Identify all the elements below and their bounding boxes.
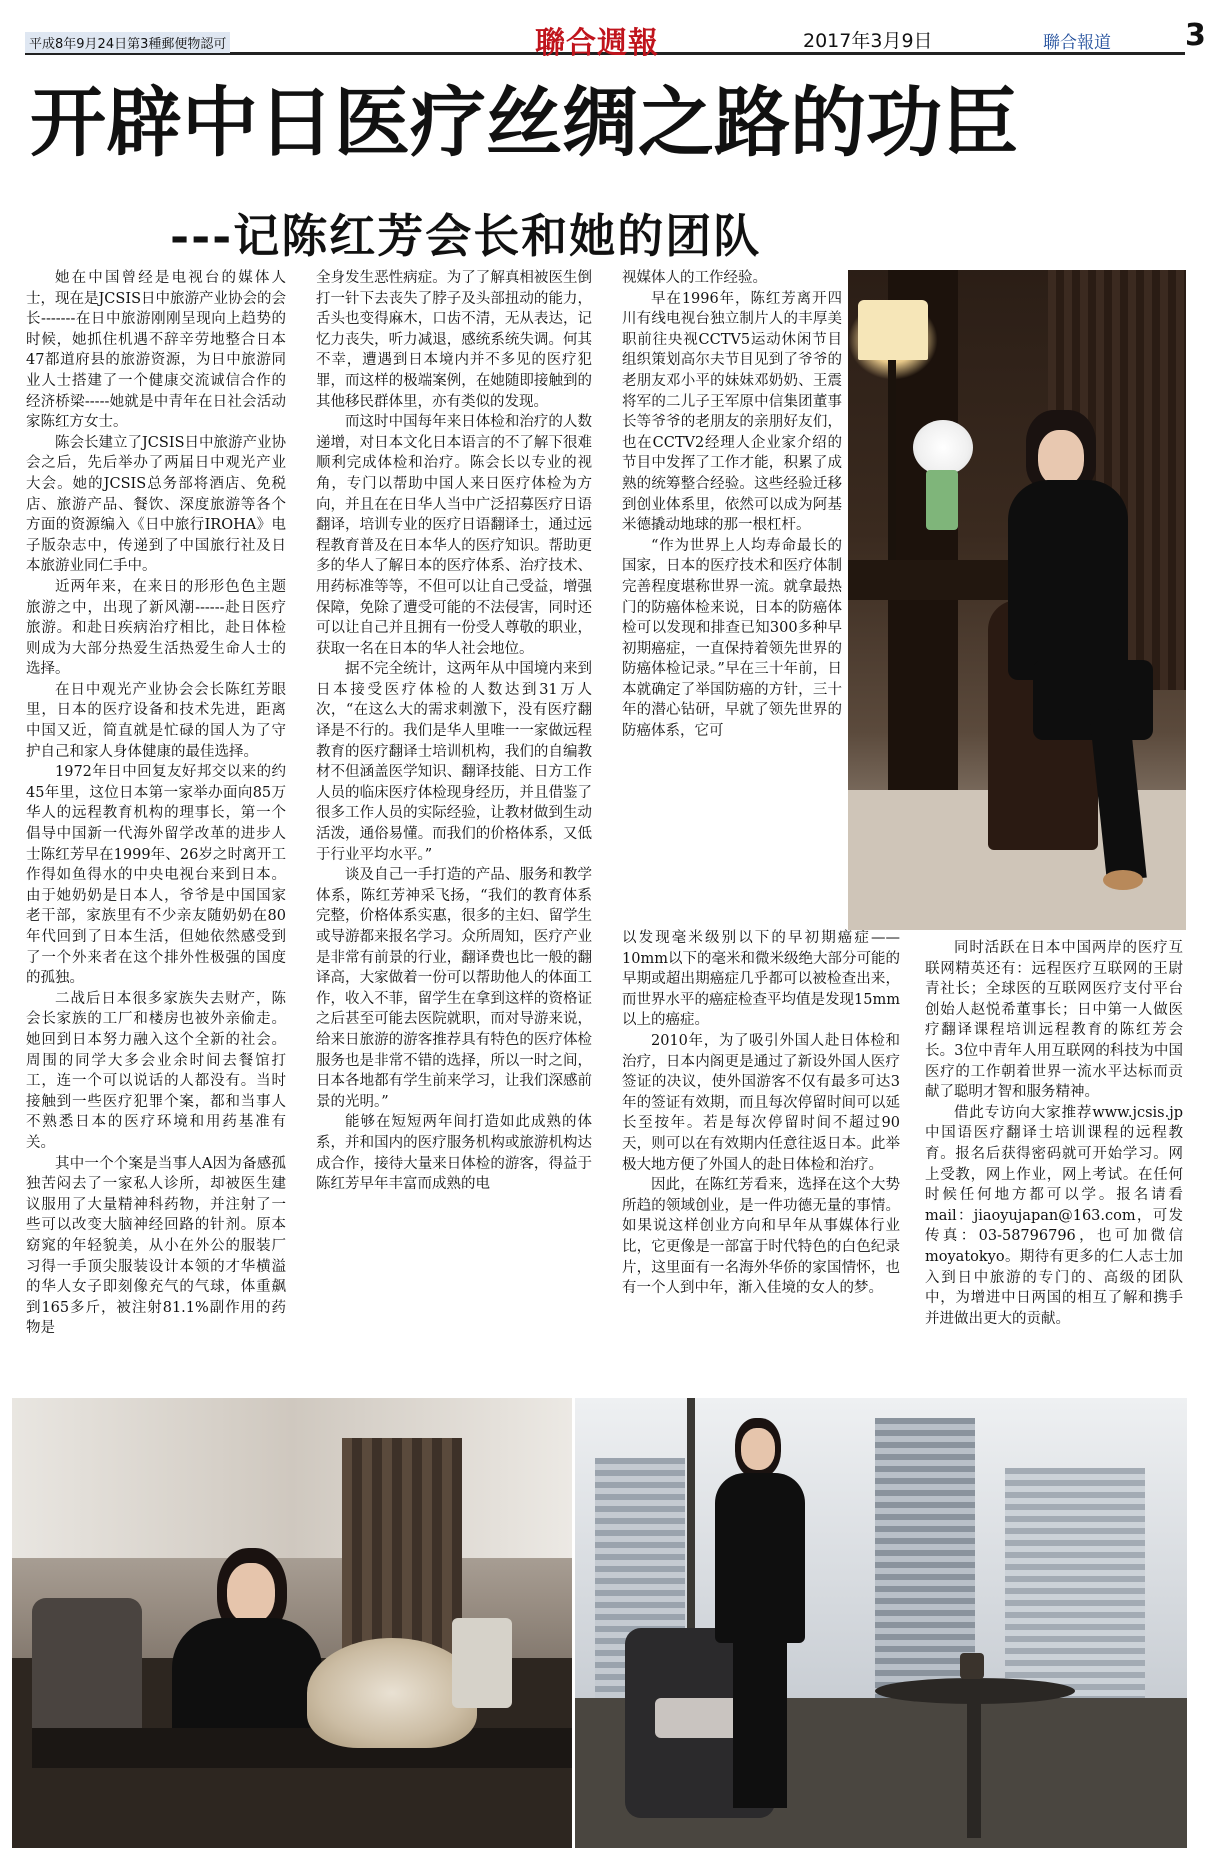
article-column-4 [925, 938, 1183, 1398]
paragraph: 借此专访向大家推荐www.jcsis.jp中国语医疗翻译士培训课程的远程教育。报名后获得密码就可开始学习。网上受教，网上作业，网上考试。在任何时候任何地方都可以学。报名请看mail：jiaoyujapan@163.com，可发传真：03-58796796，也可加微信moyatokyo。期待有更多的仁人志士加入到日中旅游的专门的、高级的团队中，为增进中日两国的相互了解和携手并进做出更大的贡献。 [925, 1104, 1183, 1327]
section-brand: 聯合報道 [1043, 33, 1111, 53]
paragraph: 二战后日本很多家族失去财产，陈会长家族的工厂和楼房也被外亲偷走。她回到日本努力融入这个全新的社会。周围的同学大多会业余时间去餐馆打工，连一个可以说话的人都没有。当时接触到一些医疗犯罪个案，都和当事人不熟悉日本的医疗环境和用药基准有关。 [26, 990, 286, 1151]
paragraph: 2010年，为了吸引外国人赴日体检和治疗，日本内阁更是通过了新设外国人医疗签证的决议，使外国游客不仅有最多可达3年的签证有效期，而且每次停留时间可以延长至按年。若是每次停留时间不超过90天，则可以在有效期内任意往返日本。此举极大地方便了外国人的赴日体检和治疗。 [622, 1032, 900, 1173]
paragraph: 全身发生恶性病症。为了了解真相被医生倒打一针下去丧失了脖子及头部扭动的能力，舌头也变得麻木，口齿不清，无从表达，记忆力丧失，听力减退，感统系统失调。何其不幸，遭遇到日本境内并不多见的医疗犯罪，而这样的极端案例，在她随即接触到的其他移民群体里，亦有类似的发现。 [316, 270, 592, 410]
subheadline: ---记陈红芳会长和她的团队 [170, 209, 762, 263]
paragraph: “作为世界上人均寿命最长的国家，日本的医疗技术和医疗体制完善程度堪称世界一流。就拿最热门的防癌体检来说，日本的防癌体检可以发现和排查已知300多种早初期癌症，一直保持着领先世界的防癌体检记录。”早在三十年前，日本就确定了举国防癌的方针，三十年的潜心钻研，早就了领先世界的防癌体系，它可 [622, 537, 842, 740]
paragraph: 陈会长建立了JCSIS日中旅游产业协会之后，先后举办了两届日中观光产业大会。她的JCSIS总务部将酒店、免税店、旅游产品、餐饮、深度旅游等各个方面的资源编入《日中旅行IROHA》电子版杂志中，传递到了中国旅行社及日本旅游业同仁手中。 [26, 434, 287, 575]
woman-legs [733, 1638, 787, 1808]
woman-face [1038, 430, 1084, 486]
headline: 开辟中日医疗丝绸之路的功臣 [30, 78, 1018, 167]
table-top [32, 1728, 572, 1768]
woman-top [1008, 480, 1128, 680]
article-column-3-top [622, 268, 842, 928]
woman-shoes [1103, 870, 1143, 890]
article-column-2 [316, 268, 592, 1398]
masthead-bar [25, 18, 1206, 61]
building [1005, 1468, 1145, 1698]
paragraph: 同时活跃在日本中国两岸的医疗互联网精英还有：远程医疗互联网的王尉青社长；全球医的互联网医疗支付平台创始人赵悦希董事长；日中第一人做医疗翻译课程培训远程教育的陈红芳会长。3位中青年人用互联网的科技为中国医疗的工作朝着世界一流水平达标而贡献了聪明才智和服务精神。 [925, 940, 1183, 1101]
paragraph: 能够在短短两年间打造如此成熟的体系，并和国内的医疗服务机构或旅游机构达成合作，接待大量来日体检的游客，得益于陈红芳早年丰富而成熟的电 [316, 1114, 592, 1193]
window-photo-right [575, 1398, 1187, 1848]
paragraph: 她在中国曾经是电视台的媒体人士，现在是JCSIS日中旅游产业协会的会长-------在日中旅游刚刚呈现向上趋势的时候，她抓住机遇不辞辛劳地整合日本47都道府县的旅游资源，为日中旅游同业人士搭建了一个健康交流诚信合作的经济桥梁-----她就是中青年在日社会活动家陈红方女士。 [26, 270, 287, 431]
glass-jar [452, 1618, 512, 1708]
paragraph: 以发现毫米级别以下的早初期癌症——10mm以下的毫米和微米级绝大部分可能的早期或超出期癌症几乎都可以被检查出来，而世界水平的癌症检查平均值是发现15mm以上的癌症。 [622, 930, 900, 1029]
paragraph: 1972年日中回复友好邦交以来的约45年里，这位日本第一家举办面向85万华人的远程教育机构的理事长，第一个倡导中国新一代海外留学改革的进步人士陈红芳早在1999年、26岁之时离开工作得如鱼得水的中央电视台来到日本。由于她奶奶是日本人，爷爷是中国国家老干部，家族里有不少亲友随奶奶在80年代回到了日本生活，但她依然感受到了一个外来者在这个排外性极强的国度的孤独。 [26, 764, 286, 987]
paragraph: 其中一个个案是当事人A因为备感孤独苦闷去了一家私人诊所，却被医生建议服用了大量精神科药物，并注射了一些可以改变大脑神经回路的针剂。原本窈窕的年轻貌美，从小在外公的服装厂习得一手顶尖服装设计本领的才华横溢的华人女子即刻像充气的气球，体重飙到165多斤，被注射81.1%副作用的药物是 [26, 1155, 286, 1337]
table-leg [967, 1698, 981, 1838]
woman-face [227, 1563, 275, 1623]
paragraph: 在日中观光产业协会会长陈红芳眼里，日本的医疗设备和技术先进，距离中国又近，简直就是忙碌的国人为了守护自己和家人身体健康的最佳选择。 [26, 681, 286, 760]
newspaper-logo: 聯合週報 [535, 26, 659, 61]
paragraph: 因此，在陈红芳看来，选择在这个大势所趋的领域创业，是一件功德无量的事情。如果说这样创业方向和早年从事媒体行业比，它更像是一部富于时代特色的白色纪录片，这里面有一名海外华侨的家国情怀，也有一个人到中年，渐入佳境的女人的梦。 [622, 1177, 900, 1297]
paragraph: 谈及自己一手打造的产品、服务和教学体系，陈红芳神采飞扬，“我们的教育体系完整，价格体系实惠，很多的主妇、留学生或导游都来报名学习。众所周知，医疗产业是非常有前景的行业，翻译费也比一般的翻译高，大家做着一份可以帮助他人的体面工作，收入不菲，留学生在拿到这样的资格证之后甚至可能去医院就职，而对导游来说，给来日旅游的游客推荐具有特色的医疗体检服务也是非常不错的选择，所以一时之间，日本各地都有学生前来学习，让我们深感前景的光明。” [316, 867, 592, 1110]
candle-holder [960, 1653, 984, 1679]
white-flowers [913, 420, 973, 475]
paragraph: 视媒体人的工作经验。 [622, 270, 767, 286]
paragraph: 近两年来，在来日的形形色色主题旅游之中，出现了新风潮------赴日医疗旅游。和赴日疾病治疗相比，赴日体检则成为大部分热爱生活热爱生命人士的选择。 [26, 578, 286, 678]
postal-permit: 平成8年9月24日第3種郵便物認可 [25, 32, 230, 53]
article-column-3-bottom [622, 928, 900, 1398]
article-column-1 [26, 268, 286, 1398]
paragraph: 而这时中国每年来日体检和治疗的人数递增，对日本文化日本语言的不了解下很难顺利完成体检和治疗。陈会长以专业的视角，专门以帮助中国人来日医疗体检为方向，并且在在日华人当中广泛招募医疗日语翻译，培训专业的医疗日语翻译士，通过远程教育普及在日本华人的医疗知识。帮助更多的华人了解日本的医疗体系、治疗技术、用药标准等等，不但可以让自己受益，增强保障，免除了遭受可能的不法侵害，同时还可以让自己并且拥有一份受人尊敬的职业，获取一名在日本的华人社会地位。 [316, 414, 592, 657]
window-light [12, 1398, 572, 1558]
portrait-photo [848, 270, 1186, 930]
paragraph: 据不完全统计，这两年从中国境内来到日本接受医疗体检的人数达到31万人次，“在这么大的需求刺激下，没有医疗翻译是不行的。我们是华人里唯一一家做远程教育的医疗翻译士培训机构，我们的自编教材不但涵盖医学知识、翻译技能、日方工作人员的临床医疗体检现身经历，并且借鉴了很多工作人员的实际经验，让教材做到生动活泼，通俗易懂。而我们的价格体系，又低于行业平均水平。” [316, 661, 592, 863]
lamp-stand [888, 360, 896, 570]
paragraph: 早在1996年，陈红芳离开四川有线电视台独立制片人的丰厚美职前往央视CCTV5运动休闲节目组织策划高尔夫节目见到了爷爷的老朋友邓小平的妹妹邓奶奶、王震将军的二儿子王军原中信集团董事长等爷爷的老朋友的亲朋好友们，也在CCTV2经理人企业家介绍的节目中发挥了工作才能，积累了成熟的统筹整合经验。这些经验迁移到创业体系里，依然可以成为阿基米德撬动地球的那一根杠杆。 [622, 290, 842, 534]
flower-vase [926, 470, 958, 530]
woman-top [715, 1473, 805, 1643]
page-number: 3 [1185, 18, 1206, 53]
lounge-photo-left [12, 1398, 572, 1848]
cushion [655, 1698, 745, 1738]
lamp-shade [858, 300, 928, 360]
woman-face [741, 1428, 775, 1470]
issue-date: 2017年3月9日 [803, 30, 933, 52]
